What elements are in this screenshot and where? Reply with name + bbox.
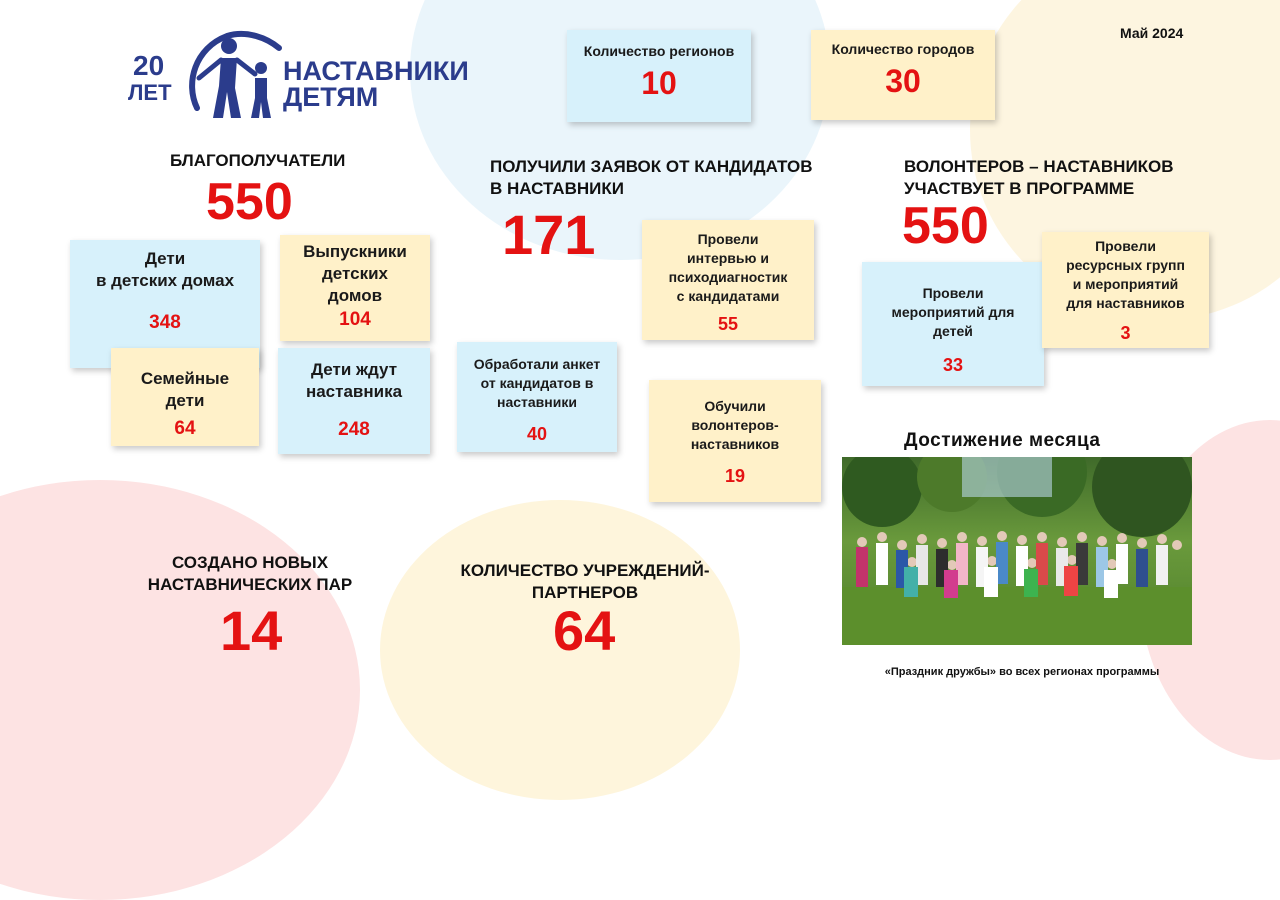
applications-title-2: В НАСТАВНИКИ [490,179,624,198]
interviews-label-4: с кандидатами [676,288,780,304]
resource-groups-label-4: для наставников [1066,295,1185,311]
new-pairs-title [135,552,365,596]
logo-years-word: ЛЕТ [128,80,172,105]
trained-card [649,380,821,502]
regions-card [567,30,751,122]
achievement-title: Достижение месяца [904,430,1101,451]
trained-value: 19 [724,466,746,486]
resource-groups-label-2: ресурсных групп [1066,257,1185,273]
cities-label: Количество городов [831,41,975,57]
child-events-value: 33 [942,355,964,375]
orphanage-children-label-2: в детских домах [95,271,235,290]
group-photo-icon [842,457,1192,645]
cities-card [811,30,995,120]
processed-label-3: наставники [497,394,577,410]
logo-years: 20 [133,50,165,81]
child-events-label-2: мероприятий для [891,304,1015,320]
waiting-children-label-2: наставника [305,382,403,401]
family-children-card [111,348,259,446]
regions-label: Количество регионов [583,43,735,59]
graduates-value: 104 [339,309,371,330]
beneficiaries-total: 550 [206,173,293,231]
interviews-label-3: психодиагностик [668,269,788,285]
achievement-caption: «Праздник дружбы» во всех регионах программы [884,666,1160,678]
interviews-label-1: Провели [697,231,759,247]
trained-label-3: наставников [690,436,780,452]
bg-blob-pink-left [0,480,360,900]
applications-title [490,156,812,200]
trained-label-2: волонтеров- [691,417,779,433]
applications-title-1: ПОЛУЧИЛИ ЗАЯВОК ОТ КАНДИДАТОВ [490,157,813,176]
interviews-label-2: интервью и [687,250,769,266]
orphanage-children-label-1: Дети [144,249,186,268]
family-children-label-2: дети [165,391,205,410]
waiting-children-label-1: Дети ждут [310,360,398,379]
partners-title-2: ПАРТНЕРОВ [531,583,639,602]
child-events-label-1: Провели [922,285,984,301]
processed-label-2: от кандидатов в [480,375,594,391]
volunteers-title-1: ВОЛОНТЕРОВ – НАСТАВНИКОВ [904,157,1174,176]
partners-title-1: КОЛИЧЕСТВО УЧРЕЖДЕНИЙ- [460,561,710,580]
processed-label-1: Обработали анкет [473,356,601,372]
resource-groups-card [1042,232,1209,348]
resource-groups-value: 3 [1120,323,1131,343]
new-pairs-value: 14 [220,599,283,662]
regions-value: 10 [641,65,677,101]
waiting-children-card [278,348,430,454]
graduates-label-1: Выпускники [303,242,407,261]
resource-groups-label-3: и мероприятий [1072,276,1179,292]
mentor-child-emblem-icon [177,28,287,123]
new-pairs-title-1: СОЗДАНО НОВЫХ [171,553,329,572]
processed-card [457,342,617,452]
family-children-label-1: Семейные [140,369,230,388]
family-children-value: 64 [174,418,196,439]
logo-line1: НАСТАВНИКИ [283,56,469,86]
volunteers-total: 550 [902,197,989,255]
report-date: Май 2024 [1120,25,1184,41]
volunteers-title-2: УЧАСТВУЕТ В ПРОГРАММЕ [904,179,1135,198]
achievement-photo [842,457,1192,645]
waiting-children-value: 248 [338,419,370,440]
orphanage-children-value: 348 [149,312,181,333]
child-events-label-3: детей [933,323,973,339]
graduates-card [280,235,430,341]
cities-value: 30 [885,63,921,99]
beneficiaries-title: БЛАГОПОЛУЧАТЕЛИ [170,151,346,170]
trained-label-1: Обучили [704,398,766,414]
resource-groups-label-1: Провели [1095,238,1156,254]
interviews-value: 55 [717,314,739,334]
logo [125,28,469,123]
child-events-card [862,262,1044,386]
logo-line2: ДЕТЯМ [283,82,379,112]
partners-value: 64 [553,599,616,662]
graduates-label-3: домов [327,286,383,305]
applications-total: 171 [502,203,596,266]
volunteers-title [904,156,1174,200]
new-pairs-title-2: НАСТАВНИЧЕСКИХ ПАР [147,575,353,594]
processed-value: 40 [526,424,548,444]
interviews-card [642,220,814,340]
graduates-label-2: детских [322,264,388,283]
